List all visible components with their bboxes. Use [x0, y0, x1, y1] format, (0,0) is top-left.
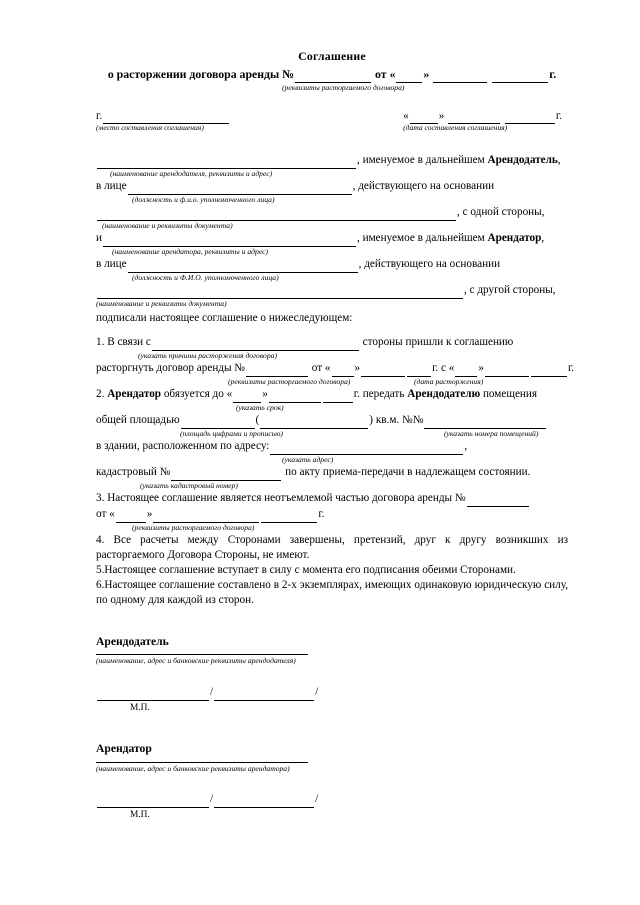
clause-1-month-blank[interactable]: [361, 365, 405, 377]
tenant-and: и: [96, 231, 102, 244]
clause-2-cadastral-hint: (указать кадастровый номер): [140, 480, 238, 490]
contract-number-blank[interactable]: [295, 71, 371, 83]
tenant-person-blank[interactable]: [128, 261, 358, 273]
clause-1-hint-row: [96, 351, 568, 361]
clause-1-tail: стороны пришли к соглашению: [362, 336, 514, 349]
tenant-name-suffix: , именуемое в дальнейшем: [357, 231, 488, 244]
tenant-name-blank[interactable]: [103, 235, 356, 247]
place-date-row: [96, 109, 568, 134]
date-quote-open: «: [403, 109, 409, 122]
landlord-name-line: [96, 153, 568, 169]
clause-1-contract-hint: (реквизиты расторгаемого договора): [228, 377, 351, 387]
subtitle-year-suffix: г.: [549, 66, 557, 81]
clause-2-paren-open: (: [255, 414, 260, 427]
signature-tenant-signature-blank[interactable]: [97, 796, 209, 808]
date-line: [403, 109, 562, 125]
clause-2-cadastral-blank[interactable]: [171, 469, 281, 481]
tenant-name-line: [96, 231, 568, 247]
signature-tenant-requisites-blank[interactable]: [96, 761, 308, 763]
date-year-suffix: г.: [555, 109, 562, 122]
clause-3-year-blank[interactable]: [261, 511, 317, 523]
clause-1: [96, 335, 575, 387]
place-line: [96, 109, 230, 125]
clause-3-q: »: [146, 507, 153, 520]
place-hint: (место составления соглашения): [96, 123, 204, 133]
clause-3-day-blank[interactable]: [116, 511, 146, 523]
signature-landlord-stamp-label: М.П.: [130, 702, 150, 713]
subtitle-quote: »: [423, 66, 430, 81]
contract-day-blank[interactable]: [396, 71, 422, 83]
clause-1-terminate-label: расторгнуть договор аренды №: [96, 362, 245, 375]
clause-2-line-1: [96, 387, 568, 403]
clause-1-q: »: [354, 362, 361, 375]
clause-1-line-1: [96, 335, 568, 351]
landlord-acting-on: , действующего на основании: [352, 180, 495, 193]
clause-1-term-day-blank[interactable]: [455, 365, 477, 377]
clause-2-nn: №№: [402, 414, 424, 427]
signature-landlord-hint: (наименование, адрес и банковские реквизиты арендодателя): [96, 656, 296, 666]
clause-2-tenant-term: Арендатор: [107, 388, 162, 401]
clause-3-g: г.: [318, 507, 325, 520]
tenant-person-hint: (должность и Ф.И.О. уполномоченного лица): [132, 272, 279, 282]
landlord-doc-blank[interactable]: [97, 209, 456, 221]
clause-1-label: 1. В связи с: [96, 336, 151, 349]
clause-2-month-blank[interactable]: [269, 391, 321, 403]
contract-month-blank[interactable]: [433, 71, 487, 83]
signature-landlord-requisites-blank[interactable]: [96, 653, 308, 655]
clause-1-end: г.: [567, 362, 575, 375]
signature-landlord-sign-row: [96, 685, 568, 701]
clause-2-area-words-blank[interactable]: [260, 417, 368, 429]
date-year-blank[interactable]: [505, 112, 555, 124]
signature-landlord-slash-2: /: [315, 685, 319, 698]
clause-1-ot: от «: [311, 362, 331, 375]
clause-2-g: г. передать: [353, 388, 408, 401]
clause-2-area-digits-blank[interactable]: [181, 417, 255, 429]
clause-2-address-hint: (указать адрес): [282, 455, 334, 464]
signature-tenant-slash: /: [210, 793, 214, 806]
landlord-name-hint: (наименование арендодателя, реквизиты и адрес): [110, 169, 273, 179]
clause-3-line-2: [96, 507, 568, 523]
clause-2-cadastral-tail: по акту приема-передачи в надлежащем состоянии.: [285, 466, 531, 478]
clause-2-text-2: помещения: [480, 388, 538, 401]
clause-2-landlord-term: Арендодателю: [407, 388, 481, 401]
clause-2-term-hint: (указать срок): [236, 403, 284, 413]
landlord-doc-hint-row: [96, 221, 568, 231]
date-block: [403, 109, 568, 134]
signature-landlord-title: Арендодатель: [96, 634, 169, 648]
clause-2-rooms-hint: (указать номера помещений): [444, 429, 539, 439]
clause-1-term-month-blank[interactable]: [485, 365, 529, 377]
signature-landlord-slash: /: [210, 685, 214, 698]
tenant-person-line: [96, 257, 568, 273]
landlord-person-hint-row: [96, 195, 568, 205]
tenant-doc-hint-row: [96, 299, 568, 309]
title-hint: (реквизиты расторгаемого договора): [282, 82, 405, 92]
signature-tenant-slash-2: /: [315, 793, 319, 806]
contract-year-blank[interactable]: [492, 71, 548, 83]
document-body: [96, 48, 575, 823]
tenant-other-side: , с другой стороны,: [464, 283, 556, 296]
clause-2-address-label: в здании, расположенном по адресу:: [96, 440, 270, 453]
clause-2-cadastral-label: кадастровый №: [96, 466, 171, 478]
clause-2-day-blank[interactable]: [233, 391, 261, 403]
signature-tenant-name-blank[interactable]: [214, 796, 314, 808]
subtitle-text: о расторжении договора аренды №: [107, 66, 295, 81]
landlord-doc-hint: (наименование и реквизиты документа): [102, 220, 233, 230]
clause-3: [96, 491, 568, 533]
tenant-acting-on: , действующего на основании: [358, 257, 501, 270]
clause-3-ot: от «: [96, 507, 115, 520]
clause-3-hint-row: [96, 523, 568, 533]
clause-3-line-1: [96, 491, 568, 507]
tenant-name-hint: (наименование арендатора, реквизиты и адрес): [112, 246, 268, 256]
signature-landlord-signature-blank[interactable]: [97, 689, 209, 701]
clause-3-number-blank[interactable]: [467, 495, 529, 507]
clause-3-month-blank[interactable]: [153, 511, 259, 523]
place-block: [96, 109, 230, 134]
clause-2-q: »: [262, 388, 268, 401]
tenant-person-hint-row: [96, 273, 568, 283]
tenant-v-litse: в лице: [96, 257, 127, 270]
clause-2-paren-close: ): [369, 414, 374, 427]
signature-tenant-sign-row: [96, 792, 568, 808]
landlord-person-blank[interactable]: [128, 183, 352, 195]
tenant-doc-line: [96, 283, 568, 299]
clause-2-area-label: общей площадью: [96, 414, 180, 427]
clause-2-year-blank[interactable]: [323, 391, 353, 403]
clause-1-termination-date-hint: (дата расторжения): [414, 377, 484, 387]
clause-2-line-4: [96, 465, 568, 481]
document-subtitle: [96, 66, 568, 83]
clause-2-line-3: [96, 439, 568, 455]
clause-1-contract-number-blank[interactable]: [246, 365, 308, 377]
clause-3-hint: (реквизиты расторгаемого договора): [132, 522, 255, 532]
clause-2-address-blank[interactable]: [270, 443, 463, 455]
clause-2-rooms-blank[interactable]: [424, 417, 546, 429]
clause-1-year-blank[interactable]: [407, 365, 431, 377]
signature-landlord-name-blank[interactable]: [214, 689, 314, 701]
clause-1-g: г. с «: [432, 362, 455, 375]
clause-6: 6.Настоящее соглашение составлено в 2-х экземплярах, имеющих одинаковую юридическую силу, по одному для каждой из сторон.: [96, 578, 568, 606]
parties-block: [96, 153, 568, 326]
clause-2-hint-row-1: [96, 403, 568, 413]
clause-2-text-1: обязуется до «: [161, 388, 233, 401]
clause-1-q2: »: [478, 362, 484, 375]
landlord-one-side: , с одной стороны,: [457, 205, 545, 218]
tenant-term-comma: ,: [541, 231, 545, 244]
clause-2-hint-row-3: [96, 455, 568, 465]
subtitle-ot: от «: [375, 66, 396, 81]
landlord-doc-line: [96, 205, 568, 221]
landlord-v-litse: в лице: [96, 180, 127, 193]
clause-1-line-2: [96, 361, 575, 377]
landlord-person-hint: (должность и ф.и.о. уполномоченного лица): [132, 194, 275, 204]
clause-2-line-2: [96, 413, 568, 429]
clause-4: 4. Все расчеты между Сторонами завершены, претензий, друг к другу возникших из расторгаемого Договора Стороны, не имеют.: [96, 533, 568, 561]
clause-3-text: 3. Настоящее соглашение является неотъемлемой частью договора аренды №: [96, 491, 466, 504]
clause-2-hint-row-4: [96, 481, 568, 491]
clause-5: 5.Настоящее соглашение вступает в силу с момента его подписания обеими Сторонами.: [96, 563, 516, 576]
signature-block-landlord: [96, 634, 568, 715]
landlord-term-comma: ,: [557, 154, 561, 167]
signature-block-tenant: [96, 741, 568, 822]
landlord-name-suffix: , именуемое в дальнейшем: [357, 154, 488, 167]
clause-1-term-year-blank[interactable]: [531, 365, 567, 377]
landlord-name-blank[interactable]: [97, 157, 356, 169]
clause-2: [96, 387, 568, 491]
clause-2-area-hint: (площадь цифрами и прописью): [180, 429, 283, 439]
landlord-name-hint-row: [96, 169, 568, 179]
signed-statement: подписали настоящее соглашение о нижеследующем:: [96, 311, 353, 324]
clause-2-label: 2.: [96, 388, 108, 401]
city-prefix: г.: [96, 109, 103, 122]
date-hint: (дата составления соглашения): [403, 123, 508, 133]
tenant-doc-hint: (наименование и реквизиты документа): [96, 298, 227, 308]
signature-tenant-stamp-label: М.П.: [130, 810, 150, 821]
landlord-term: Арендодатель: [487, 154, 558, 167]
clause-1-hint: (указать причины расторжения договора): [138, 351, 277, 361]
date-quote-close: »: [438, 109, 445, 122]
clause-1-day-blank[interactable]: [332, 365, 354, 377]
clause-2-address-comma: ,: [464, 440, 468, 453]
page-title: Соглашение: [298, 49, 366, 63]
landlord-person-line: [96, 179, 568, 195]
clause-2-hint-row-2: [96, 429, 568, 439]
document-title-block: [96, 48, 568, 91]
tenant-doc-blank[interactable]: [97, 287, 463, 299]
tenant-term: Арендатор: [487, 231, 542, 244]
signature-tenant-hint: (наименование, адрес и банковские реквизиты арендатора): [96, 763, 290, 773]
tenant-name-hint-row: [96, 247, 568, 257]
clause-1-hint-row-2: [96, 377, 568, 387]
clause-2-kvm: кв.м.: [375, 414, 400, 427]
clause-1-reason-blank[interactable]: [152, 339, 359, 351]
signature-tenant-title: Арендатор: [96, 742, 152, 756]
